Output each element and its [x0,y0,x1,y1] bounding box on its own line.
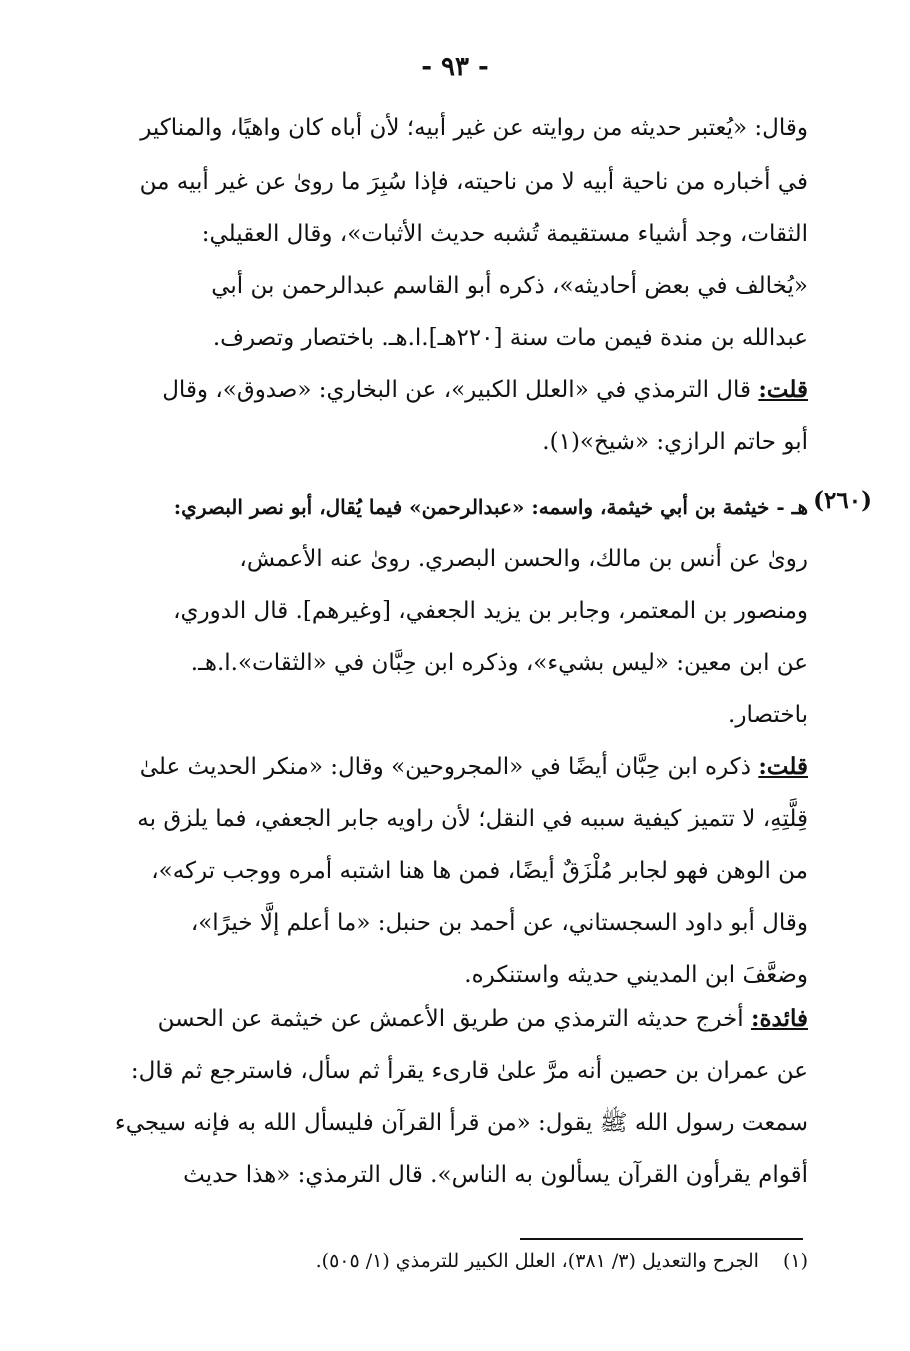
text-line: وقال: «يُعتبر حديثه من روايته عن غير أبيه؛ لأن أباه كان واهيًا، والمناكير [140,115,808,141]
page-number: - ٩٣ - [421,52,489,82]
entry-heading: هـ - خيثمة بن أبي خيثمة، واسمه: «عبدالرحمن» فيما يُقال، أبو نصر البصري: [173,495,808,519]
entry-number: (٢٦٠) [813,487,872,514]
text-line: باختصار. [728,702,808,728]
text-span: ذكره ابن حِبَّان أيضًا في «المجروحين» وقال: «منكر الحديث علىٰ [139,754,751,780]
text-line: عن ابن معين: «ليس بشيء»، وذكره ابن حِبَّان في «الثقات».ا.هـ. [190,650,808,676]
text-line: عبدالله بن مندة فيمن مات سنة [٢٢٠هـ].ا.هـ. باختصار وتصرف. [212,325,808,351]
text-line: من الوهن فهو لجابر مُلْزَقٌ أيضًا، فمن ها هنا اشتبه أمره ووجب تركه»، [151,858,808,884]
text-line [108,364,808,416]
text-line: عن عمران بن حصين أنه مرَّ علىٰ قارىء يقرأ ثم سأل، فاسترجع ثم قال: [130,1058,808,1084]
text-line: وضعَّفَ ابن المديني حديثه واستنكره. [464,962,808,988]
qultu-label: قلت: [758,376,808,403]
text-line: ومنصور بن المعتمر، وجابر بن يزيد الجعفي، [وغيرهم]. قال الدوري، [173,598,808,624]
text-line: وقال أبو داود السجستاني، عن أحمد بن حنبل: «ما أعلم إلَّا خيرًا»، [190,910,808,936]
text-line: سمعت رسول الله ﷺ يقول: «من قرأ القرآن فليسأل الله به فإنه سيجيء [114,1110,808,1136]
faida-label: فائدة: [750,1005,808,1032]
text-line [108,993,808,1045]
text-line: في أخباره من ناحية أبيه لا من ناحيته، فإذا سُبِرَ ما روىٰ عن غير أبيه من [139,169,808,195]
text-line: «يُخالف في بعض أحاديثه»، ذكره أبو القاسم عبدالرحمن بن أبي [211,273,808,299]
text-span: أخرج حديثه الترمذي من طريق الأعمش عن خيثمة عن الحسن [157,1006,744,1032]
text-line: أبو حاتم الرازي: «شيخ»(١). [542,429,808,455]
footnote-text: الجرح والتعديل (٣/ ٣٨١)، العلل الكبير للترمذي (١/ ٥٠٥). [315,1250,759,1272]
text-line: الثقات، وجد أشياء مستقيمة تُشبه حديث الأثبات»، وقال العقيلي: [201,221,808,247]
footnote-divider [520,1238,803,1240]
footnote [316,1250,808,1272]
text-line [108,741,808,793]
text-span: قال الترمذي في «العلل الكبير»، عن البخاري: «صدوق»، وقال [162,377,751,403]
footnote-number: (١) [782,1250,808,1272]
text-line: قِلَّتِهِ، لا تتميز كيفية سببه في النقل؛ لأن راويه جابر الجعفي، فما يلزق به [137,806,808,832]
qultu-label: قلت: [758,753,808,780]
text-line: روىٰ عن أنس بن مالك، والحسن البصري. روىٰ عنه الأعمش، [239,546,808,572]
text-line: أقوام يقرأون القرآن يسألون به الناس». قال الترمذي: «هذا حديث [183,1162,808,1188]
